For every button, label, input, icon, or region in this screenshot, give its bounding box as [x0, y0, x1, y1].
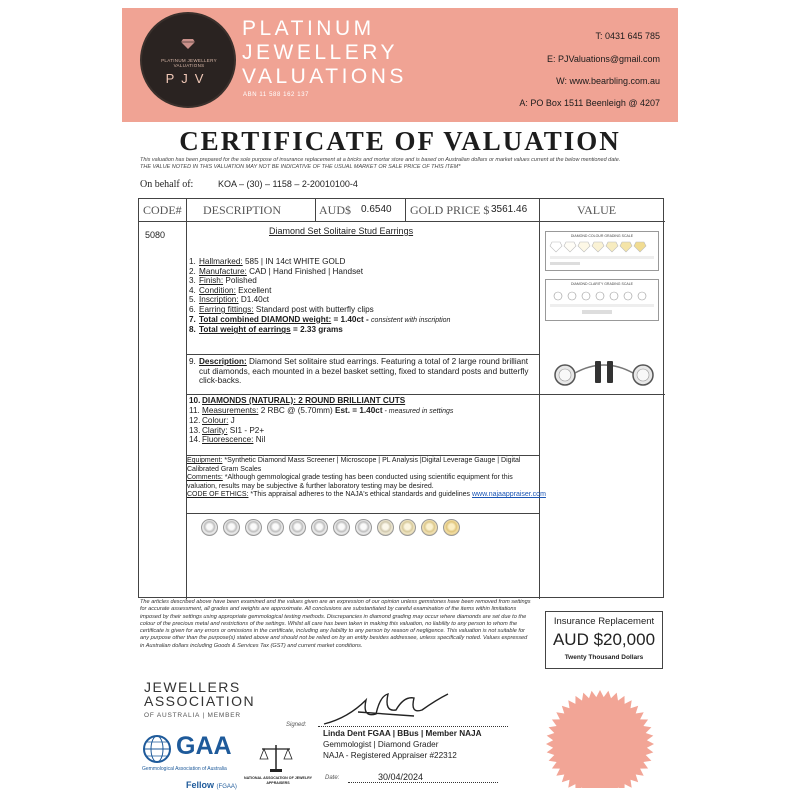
signer-role: Gemmologist | Diamond Grader: [323, 740, 439, 749]
valuation-seal: [537, 688, 663, 788]
notes-block: Equipment: *Synthetic Diamond Mass Screener | Microscope | PL Analysis |Digital Leverage Gauge | Digital Calibrated Gram Scales Comments: *Although gemmological grade testing has been conducted using scientific equipment for this valuation, results may be subjective & further laboratory testing may be desired. CODE OF ETHICS: *This appraisal adheres to the NAJA's ethical standards and guidelines www.najaappraiser.com: [187, 457, 546, 499]
description-block: 9. Description: Diamond Set solitaire stud earrings. Featuring a total of 2 large round brilliant cut diamonds, each mounted in a bezel basket setting, fixed to standard posts and butterfly click-backs.: [189, 357, 529, 386]
clarity-scale-chart: DIAMOND CLARITY GRADING SCALE: [545, 279, 659, 321]
header-gold-value: 3561.46: [491, 204, 528, 215]
header-code: CODE#: [143, 203, 182, 217]
clarity-row: 13. Clarity: SI1 - P2+: [189, 425, 265, 435]
diamond-stone-icon: [311, 519, 328, 536]
header-aud-label: AUD$: [319, 203, 351, 217]
detail-row-6: 6. Earring fittings: Standard post with butterfly clips: [189, 304, 374, 314]
insurance-label: Insurance Replacement: [553, 616, 655, 627]
equipment-row: Equipment: *Synthetic Diamond Mass Screener | Microscope | PL Analysis |Digital Leverage Gauge | Digital: [187, 457, 521, 464]
diamond-stone-icon: [289, 519, 306, 536]
header-aud-value: 0.6540: [361, 204, 392, 215]
date-line: [348, 782, 498, 783]
item-title: Diamond Set Solitaire Stud Earrings: [269, 226, 414, 236]
diamond-icon: [181, 39, 195, 49]
detail-row-7: 7. Total combined DIAMOND weight: = 1.40ct - consistent with inscription: [189, 314, 451, 324]
detail-row-2: 2. Manufacture: CAD | Hand Finished | Handset: [189, 266, 364, 276]
behalf-label: On behalf of:: [140, 179, 194, 190]
diamond-summary: 10. DIAMONDS (NATURAL): 2 ROUND BRILLIANT CUTS: [189, 396, 406, 405]
brand-line-2: JEWELLERY: [242, 41, 398, 64]
diamond-stone-icon: [421, 519, 438, 536]
fluorescence-row: 14. Fluorescence: Nil: [189, 435, 266, 445]
signed-label: Signed:: [286, 722, 307, 728]
detail-row-3: 3. Finish: Polished: [189, 276, 257, 286]
clarity-scale-drawing: [546, 286, 658, 320]
abn-number: ABN 11 588 162 137: [243, 92, 310, 98]
disclaimer-line-1: This valuation has been prepared for the sole purpose of insurance replacement at a bricks and mortar store and is based on Australian dollars or market values current at the below mentioned date.: [140, 157, 621, 163]
colour-scale-chart: DIAMOND COLOUR GRADING SCALE: [545, 231, 659, 271]
item-code: 5080: [145, 230, 166, 240]
gaa-subtitle: Gemmological Association of Australia: [142, 766, 227, 772]
contact-email: E: PJValuations@gmail.com: [546, 54, 660, 64]
comments-row: Comments: *Although gemmological grade testing has been conducted using scientific equipment for this: [187, 474, 513, 482]
header-description: DESCRIPTION: [203, 203, 282, 217]
diamond-stone-icon: [267, 519, 284, 536]
naja-link[interactable]: www.najaappraiser.com: [471, 491, 546, 499]
pjv-logo: [140, 12, 236, 108]
contact-address: A: PO Box 1511 Beenleigh @ 4207: [519, 98, 660, 108]
logo-initials: PJV: [165, 71, 211, 86]
fellow-label: Fellow (FGAA): [186, 780, 237, 790]
disclaimer: [140, 157, 665, 171]
diamond-stone-icon: [443, 519, 460, 536]
item-details: [189, 257, 450, 335]
valuation-table: [138, 198, 664, 598]
jaa-member-text: OF AUSTRALIA | MEMBER: [144, 712, 241, 719]
earrings-photo: [549, 339, 659, 399]
diamond-stone-icon: [355, 519, 372, 536]
contact-website: W: www.bearbling.com.au: [556, 76, 660, 86]
contact-phone: T: 0431 645 785: [595, 31, 660, 41]
detail-row-8: 8. Total weight of earrings = 2.33 grams: [189, 325, 343, 335]
diamond-stone-icon: [201, 519, 218, 536]
header-gold-label: GOLD PRICE $: [410, 203, 490, 217]
diamond-stone-icon: [333, 519, 350, 536]
logo-small-text: PLATINUM JEWELLERY VALUATIONS: [161, 58, 217, 68]
behalf-value: KOA – (30) – 1158 – 2-20010100-4: [218, 179, 358, 189]
header-value: VALUE: [577, 203, 617, 217]
colour-stone-row: [201, 519, 460, 536]
certificate-title: CERTIFICATE OF VALUATION: [179, 126, 621, 156]
diamond-stone-icon: [245, 519, 262, 536]
gaa-globe-icon: [142, 734, 172, 764]
signature: [318, 688, 478, 730]
detail-row-4: 4. Condition: Excellent: [189, 285, 272, 295]
brand-line-3: VALUATIONS: [242, 65, 407, 88]
naja-scales-icon: [258, 743, 294, 773]
diamond-stone-icon: [377, 519, 394, 536]
disclaimer-line-2: THE VALUE NOTED IN THIS VALUATION MAY NOT BE INDICATIVE OF THE USUAL MARKET OR SALE PRICE OF THIS ITEM*: [140, 164, 461, 170]
gaa-logo-text: GAA: [176, 732, 232, 760]
jaa-logo: JEWELLERS ASSOCIATION: [144, 679, 256, 709]
brand-line-1: PLATINUM: [242, 17, 375, 40]
insurance-words: Twenty Thousand Dollars: [564, 654, 644, 661]
signature-line: [318, 726, 508, 727]
detail-row-1: 1. Hallmarked: 585 | IN 14ct WHITE GOLD: [189, 257, 346, 266]
signer-registration: NAJA - Registered Appraiser #22312: [323, 751, 457, 760]
date-label: Date:: [325, 775, 340, 781]
measurements-row: 11. Measurements: 2 RBC @ (5.70mm) Est. = 1.40ct - measured in settings: [189, 405, 454, 415]
certificate-date: 30/04/2024: [378, 772, 424, 782]
insurance-box: [545, 611, 663, 669]
colour-scale-drawing: [546, 238, 658, 270]
colour-row: 12. Colour: J: [189, 416, 235, 426]
ethics-row: CODE OF ETHICS: *This appraisal adheres to the NAJA's ethical standards and guidelines www.najaappraiser.com: [187, 491, 546, 499]
naja-text: NATIONAL ASSOCIATION OF JEWELRY APPRAISERS: [243, 776, 312, 785]
signer-name: Linda Dent FGAA | BBus | Member NAJA: [323, 729, 482, 738]
diamond-details: [189, 396, 453, 445]
diamond-stone-icon: [223, 519, 240, 536]
terms-paragraph: The articles described above have been examined and the values given are an expression of our opinion unless gemstones have been removed from settings for accurate assessment, all grades and weights are approximate. All conclusions are substantiated by careful examination of the items within limitations imposed by their settings using appropriate gemmological testing methods. Discrepancies in diamond grading may occur where diamonds are set due to the colour of the precious metal and restrictions of the settings. Whilst all care has been taken in making this valuation, no liability to any person to whom the certificate is given for any errors or omissions in the certificate, including any liability to any person by reason of negligence. This valuation is not suitable for any purpose other than the purpose(s) stated above and should not be relied on by an entity besides addressee, unless specifically noted. Values expressed in Australian dollars including Goods & Services Tax (GST) and current market conditions.: [140, 599, 531, 649]
detail-row-5: 5. Inscription: D1.40ct: [189, 295, 270, 305]
insurance-amount: AUD $20,000: [552, 630, 656, 649]
diamond-stone-icon: [399, 519, 416, 536]
